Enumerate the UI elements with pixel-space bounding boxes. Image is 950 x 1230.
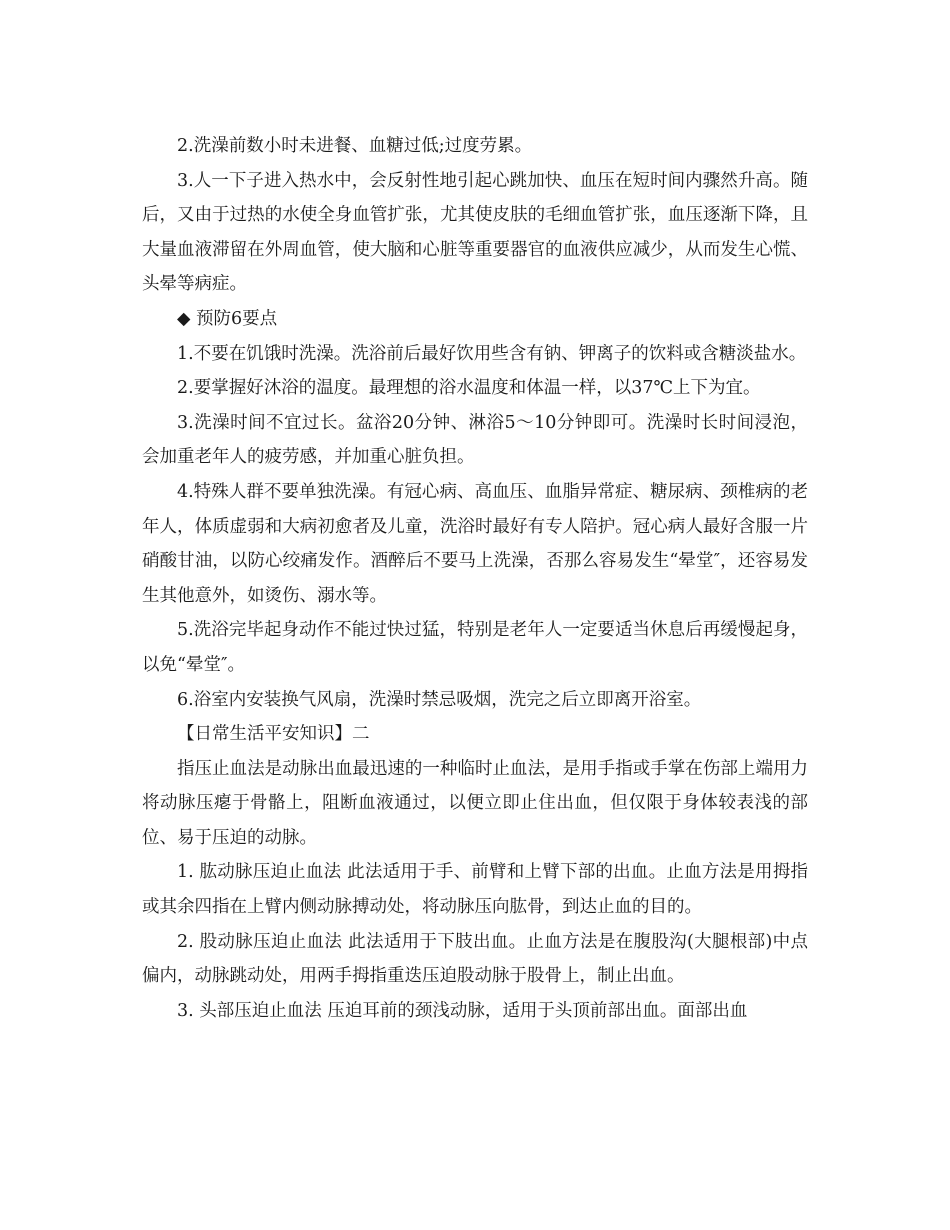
section-heading-prevention: ◆ 预防6要点 xyxy=(177,308,278,329)
paragraph-pressure-1: 1. 肱动脉压迫止血法 此法适用于手、前臂和上臂下部的出血。止血方法是用拇指或其余四指在上臂内侧动脉搏动处，将动脉压向肱骨，到达止血的目的。 xyxy=(142,862,808,918)
paragraph-prevention-4: 4.特殊人群不要单独洗澡。有冠心病、高血压、血脂异常症、糖尿病、颈椎病的老年人，体质虚弱和大病初愈者及儿童，洗浴时最好有专人陪护。冠心病人最好含服一片硝酸甘油，以防心绞痛发作。酒醉后不要马上洗澡，否那么容易发生“晕堂″，还容易发生其他意外，如烫伤、溺水等。 xyxy=(142,481,808,606)
paragraph-prevention-1: 1.不要在饥饿时洗澡。洗浴前后最好饮用些含有钠、钾离子的饮料或含糖淡盐水。 xyxy=(177,343,807,364)
paragraph-prevention-6: 6.浴室内安装换气风扇，洗澡时禁忌吸烟，洗完之后立即离开浴室。 xyxy=(177,689,702,710)
paragraph-pressure-2: 2. 股动脉压迫止血法 此法适用于下肢出血。止血方法是在腹股沟(大腿根部)中点偏内，动脉跳动处，用两手拇指重迭压迫股动脉于股骨上，制止出血。 xyxy=(142,931,808,987)
section-heading-safety-knowledge: 【日常生活平安知识】二 xyxy=(177,724,370,745)
paragraph-pressure-intro: 指压止血法是动脉出血最迅速的一种临时止血法，是用手指或手掌在伤部上端用力将动脉压瘪于骨骼上，阻断血液通过，以便立即止住出血，但仅限于身体较表浅的部位、易于压迫的动脉。 xyxy=(142,758,808,848)
paragraph-bath-cause-2: 2.洗澡前数小时未进餐、血糖过低;过度劳累。 xyxy=(177,136,533,156)
paragraph-prevention-3: 3.洗澡时间不宜过长。盆浴20分钟、淋浴5～10分钟即可。洗澡时长时间浸泡，会加重老年人的疲劳感，并加重心脏负担。 xyxy=(142,412,808,468)
paragraph-pressure-3: 3. 头部压迫止血法 压迫耳前的颈浅动脉，适用于头顶前部出血。面部出血 xyxy=(177,1000,748,1021)
paragraph-prevention-5: 5.洗浴完毕起身动作不能过快过猛，特别是老年人一定要适当休息后再缓慢起身，以免“晕堂″。 xyxy=(142,620,808,675)
document-page xyxy=(142,129,808,1028)
paragraph-prevention-2: 2.要掌握好沐浴的温度。最理想的浴水温度和体温一样，以37℃上下为宜。 xyxy=(177,378,761,399)
paragraph-bath-cause-3: 3.人一下子进入热水中，会反射性地引起心跳加快、血压在短时间内骤然升高。随后，又由于过热的水使全身血管扩张，尤其使皮肤的毛细血管扩张，血压逐渐下降，且大量血液滞留在外周血管，使大脑和心脏等重要器官的血液供应减少，从而发生心慌、头晕等病症。 xyxy=(142,170,808,295)
